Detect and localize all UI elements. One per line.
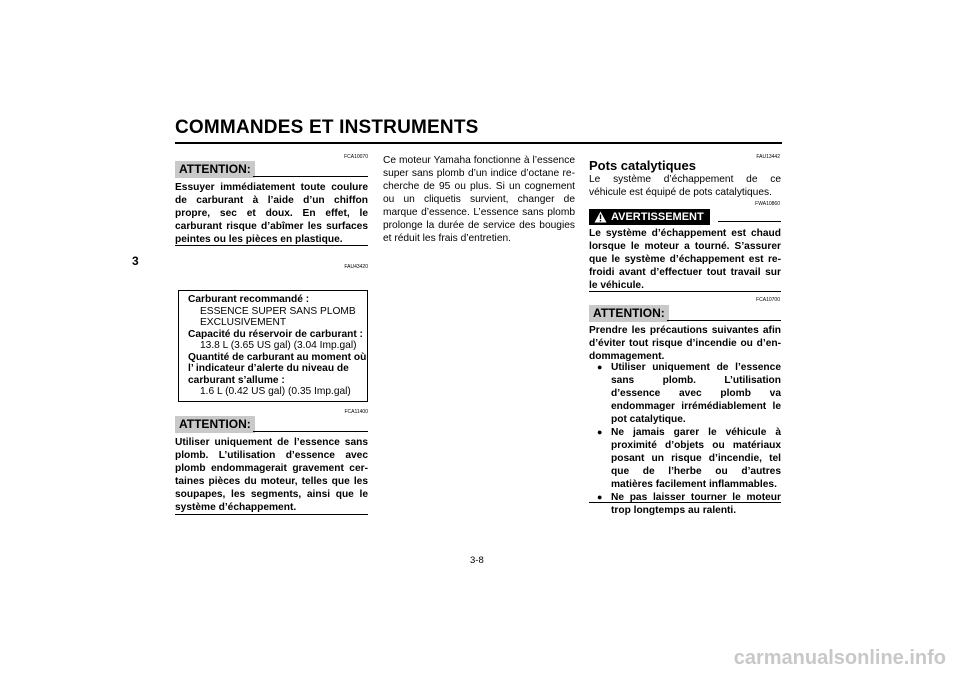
bullet-icon: ● [597,362,603,372]
code-label: FCA10070 [344,154,368,160]
spec-recommended-label: Carburant recommandé : [188,294,310,305]
list-item-text: Ne pas laisser tourner le moteur trop longtemps au ralenti. [611,492,781,516]
attention-label: ATTENTION: [589,305,669,322]
attention-label: ATTENTION: [175,161,255,178]
code-label: FCA11400 [344,409,368,415]
attention-label: ATTENTION: [175,416,255,433]
attention-badge [589,304,669,322]
warning-badge [589,207,710,225]
section-rule [175,514,368,515]
list-item-text: Ne jamais garer le véhicule à proximité d’objets ou matériaux posant un risque d’incendie, tel que de l’herbe ou d’autres matières facilement inflammables. [611,427,781,490]
title-rule [175,142,782,144]
watermark: carmanualsonline.info [733,647,946,669]
attention-text: Utiliser uniquement de l’essence sans plomb. L’utilisation d’essence avec plomb endommagerait gravement certaines pièces du moteur, telles que les soupapes, les segments, ainsi que le système d’échappement. [175,437,368,513]
spec-capacity-value: 13.8 L (3.65 US gal) (3.04 Imp.gal) [200,340,357,351]
badge-underline [718,221,781,222]
list-item [597,491,781,517]
bullet-icon: ● [597,492,603,502]
warning-icon [594,211,607,223]
code-label: FWA10860 [755,201,780,207]
attention-badge [175,160,255,178]
list-item [597,361,781,426]
section-rule [175,245,368,246]
badge-underline [667,320,781,321]
warning-label: AVERTISSEMENT [611,211,704,223]
spec-recommended-value: ESSENCE SUPER SANS PLOMB [200,305,356,317]
bullet-icon: ● [597,427,603,437]
spec-reserve-label: carburant s’allume : [188,374,285,386]
warning-text: Le système d’échappement est chaud lorsque le moteur a tourné. S’assurer que le système d’échappement est refroidi avant d’effectuer tout travail sur le véhicule. [589,228,781,291]
spec-reserve-value: 1.6 L (0.42 US gal) (0.35 Imp.gal) [200,386,351,397]
page-title: COMMANDES ET INSTRUMENTS [175,117,479,138]
list-item [597,426,781,491]
chapter-number: 3 [132,254,139,268]
code-label: FAU43420 [344,264,368,270]
fuel-spec-box [178,290,368,402]
attention-intro: Prendre les précautions suivantes afin d’éviter tout risque d’incendie ou d’endommagement. [589,325,781,362]
body-paragraph: Ce moteur Yamaha fonctionne à l’essence super sans plomb d’un indice d’octane recherche de 95 ou plus. Si un cognement ou un cliquetis survient, changer de marque d’essence. L’essence sans plomb prolonge la durée de service des bougies et réduit les frais d’entretien. [383,155,575,244]
badge-underline [253,431,368,432]
section-heading: Pots catalytiques [589,158,696,173]
list-item-text: Utiliser uniquement de l’essence sans plomb. L’utilisation d’essence avec plomb va endommager irrémédiablement le pot catalytique. [611,362,781,425]
badge-underline [253,176,368,177]
spec-reserve-label: l’ indicateur d’alerte du niveau de [188,363,349,374]
section-text: Le système d’échappement de ce véhicule est équipé de pots catalytiques. [589,174,781,198]
spec-capacity-label: Capacité du réservoir de carburant : [188,328,363,340]
attention-text: Essuyer immédiatement toute coulure de carburant à l’aide d’un chiffon propre, sec et doux. En effet, le carburant risque d’abîmer les surfaces peintes ou les pièces en plastique. [175,182,368,245]
precaution-list [597,361,781,517]
attention-badge [175,415,255,433]
section-rule [589,291,781,292]
spec-reserve-label: Quantité de carburant au moment où [188,351,367,363]
warning-label-box [589,209,710,225]
code-label: FAU13442 [756,154,780,160]
code-label: FCA10700 [756,297,780,303]
spec-recommended-value: EXCLUSIVEMENT [200,317,287,328]
page-number: 3-8 [470,555,484,566]
section-rule [589,502,781,503]
